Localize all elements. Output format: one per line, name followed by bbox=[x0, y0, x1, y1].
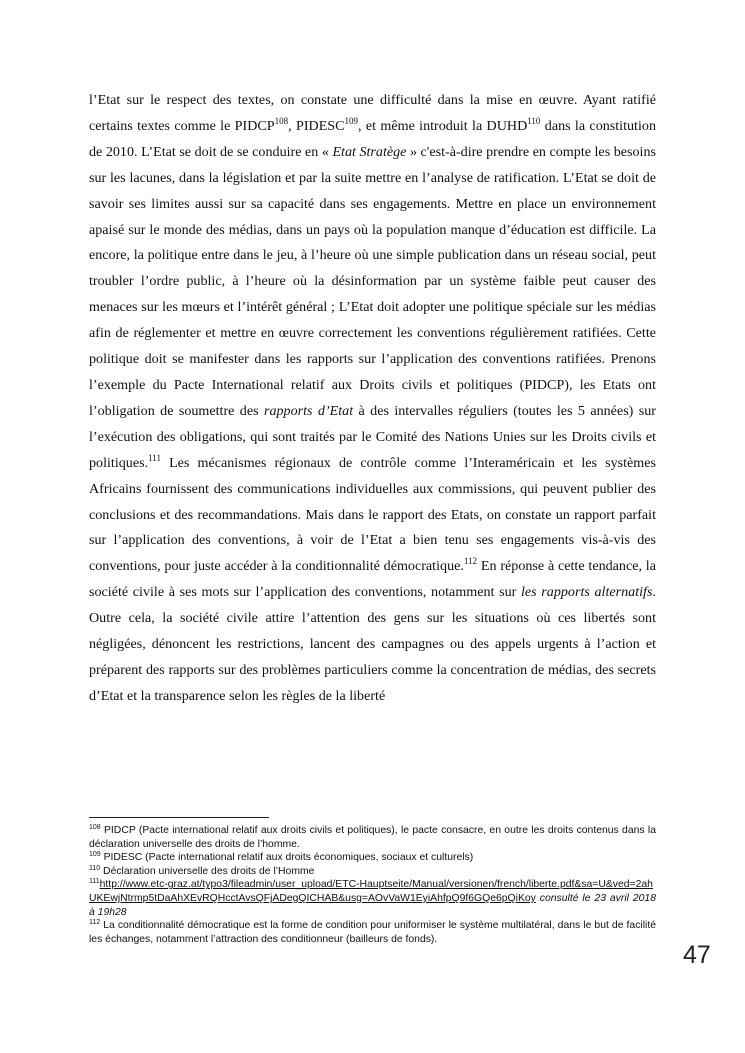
footnote-109 bbox=[89, 851, 656, 865]
text-run: , PIDESC bbox=[288, 117, 345, 134]
text-run: » c'est-à-dire prendre en compte les besoins sur les lacunes, dans la législation et par la suite mettre en l’analyse de ratification. L’Etat se doit de savoir ses limites aussi sur sa capacité dans ses engagements. Mettre en place un environnement apaisé sur le monde des médias, dans un pays où la population manque d’éducation est difficile. La encore, la politique entre dans le jeu, à l’heure où une simple publication dans un réseau social, peut troubler l’ordre public, à l’heure où la désinformation par un système faible peut causer des menaces sur les mœurs et l’intérêt général ; L’Etat doit adopter une politique spéciale sur les médias afin de réglementer et mettre en œuvre correctement les conventions régulièrement ratifiées. Cette politique doit se manifester dans les rapports sur l’application des conventions ratifiées. Prenons l’exemple du Pacte International relatif aux Droits civils et politiques (PIDCP), les Etats ont l’obligation de soumettre des bbox=[89, 143, 656, 419]
text-run: à des intervalles réguliers (toutes les 5 années) sur l’exécution des obligations, qui sont traités par le Comité des Nations Unies sur les Droits civils et politiques. bbox=[89, 402, 656, 471]
footnote-ref-111[interactable]: 111 bbox=[148, 452, 161, 463]
text-run: dans la constitution de 2010. L’Etat se doit de se conduire en « bbox=[89, 117, 656, 160]
footnote-note: consulté le 23 avril 2018 à 19h28 bbox=[89, 892, 656, 918]
footnote-number: 111 bbox=[89, 878, 100, 886]
footnote-number: 110 bbox=[89, 864, 101, 872]
footnote-108 bbox=[89, 824, 656, 851]
footnote-111 bbox=[89, 878, 656, 919]
footnote-number: 108 bbox=[89, 824, 101, 831]
footnote-ref-110[interactable]: 110 bbox=[527, 115, 541, 126]
footnote-text: Déclaration universelle des droits de l’Homme bbox=[100, 865, 315, 877]
footnote-110 bbox=[89, 865, 656, 879]
emphasis-etat-stratege: Etat Stratège bbox=[332, 143, 407, 160]
footnote-ref-112[interactable]: 112 bbox=[463, 556, 478, 567]
footnote-number: 109 bbox=[89, 851, 101, 859]
footnote-ref-109[interactable]: 109 bbox=[344, 115, 359, 126]
footnote-separator bbox=[89, 817, 269, 818]
footnote-text: La conditionnalité démocratique est la forme de condition pour uniformiser le système multilatéral, dans le but de facilité les échanges, notamment l’attraction des conditionneur (bailleurs de fonds). bbox=[89, 920, 656, 945]
text-run: l’Etat sur le respect des textes, on constate une difficulté dans la mise en œuvre. Ayant ratifié certains textes comme le PIDCP bbox=[89, 92, 656, 134]
text-run: . Outre cela, la société civile attire l’attention des gens sur les situations où ces libertés sont négligées, dénoncent les restrictions, lancent des campagnes ou des appels urgents à l’action et préparent des rapports sur des problèmes particuliers comme la concentration de médias, des secrets d’Etat et la transparence selon les règles de la liberté bbox=[89, 584, 656, 704]
emphasis-rapports-etat: rapports d’Etat bbox=[263, 402, 354, 419]
page-number: 47 bbox=[683, 941, 711, 969]
footnote-112 bbox=[89, 919, 656, 946]
footnote-text: PIDESC (Pacte international relatif aux droits économiques, sociaux et culturels) bbox=[100, 852, 474, 864]
text-run: , et même introduit la DUHD bbox=[358, 117, 528, 134]
text-run: Les mécanismes régionaux de contrôle comme l’Interaméricain et les systèmes Africains fournissent des communications individuelles aux commissions, qui peuvent publier des conclusions et des recommandations. Mais dans le rapport des Etats, on constate un rapport parfait sur l’application des conventions, à voir de l’Etat a bien tenu ses engagements vis-à-vis des conventions, pour juste accéder à la conditionnalité démocratique. bbox=[89, 454, 656, 575]
emphasis-rapports-alternatifs: les rapports alternatifs bbox=[521, 584, 653, 601]
text-run: En réponse à cette tendance, la société civile à ses mots sur l’application des conventions, notamment sur bbox=[89, 558, 656, 601]
footnote-number: 112 bbox=[89, 919, 101, 927]
footnote-text: PIDCP (Pacte international relatif aux droits civils et politiques), le pacte consacre, en outre les droits contenus dans la déclaration universelle des droits de l’homme. bbox=[89, 825, 656, 850]
footnotes-section bbox=[89, 824, 656, 946]
footnote-link[interactable]: http://www.etc-graz.at/typo3/fileadmin/user_upload/ETC-Hauptseite/Manual/versionen/french/liberte.pdf&sa=U&ved=2ahUKEwjNtrmp5tDaAhXEvRQHcctAvsQFjADegQICHAB&usg=AOvVaW1EyiAhfpQ9f6GQe6pQiKoy bbox=[89, 879, 653, 904]
footnote-ref-108[interactable]: 108 bbox=[274, 115, 289, 126]
body-paragraph bbox=[89, 88, 656, 710]
